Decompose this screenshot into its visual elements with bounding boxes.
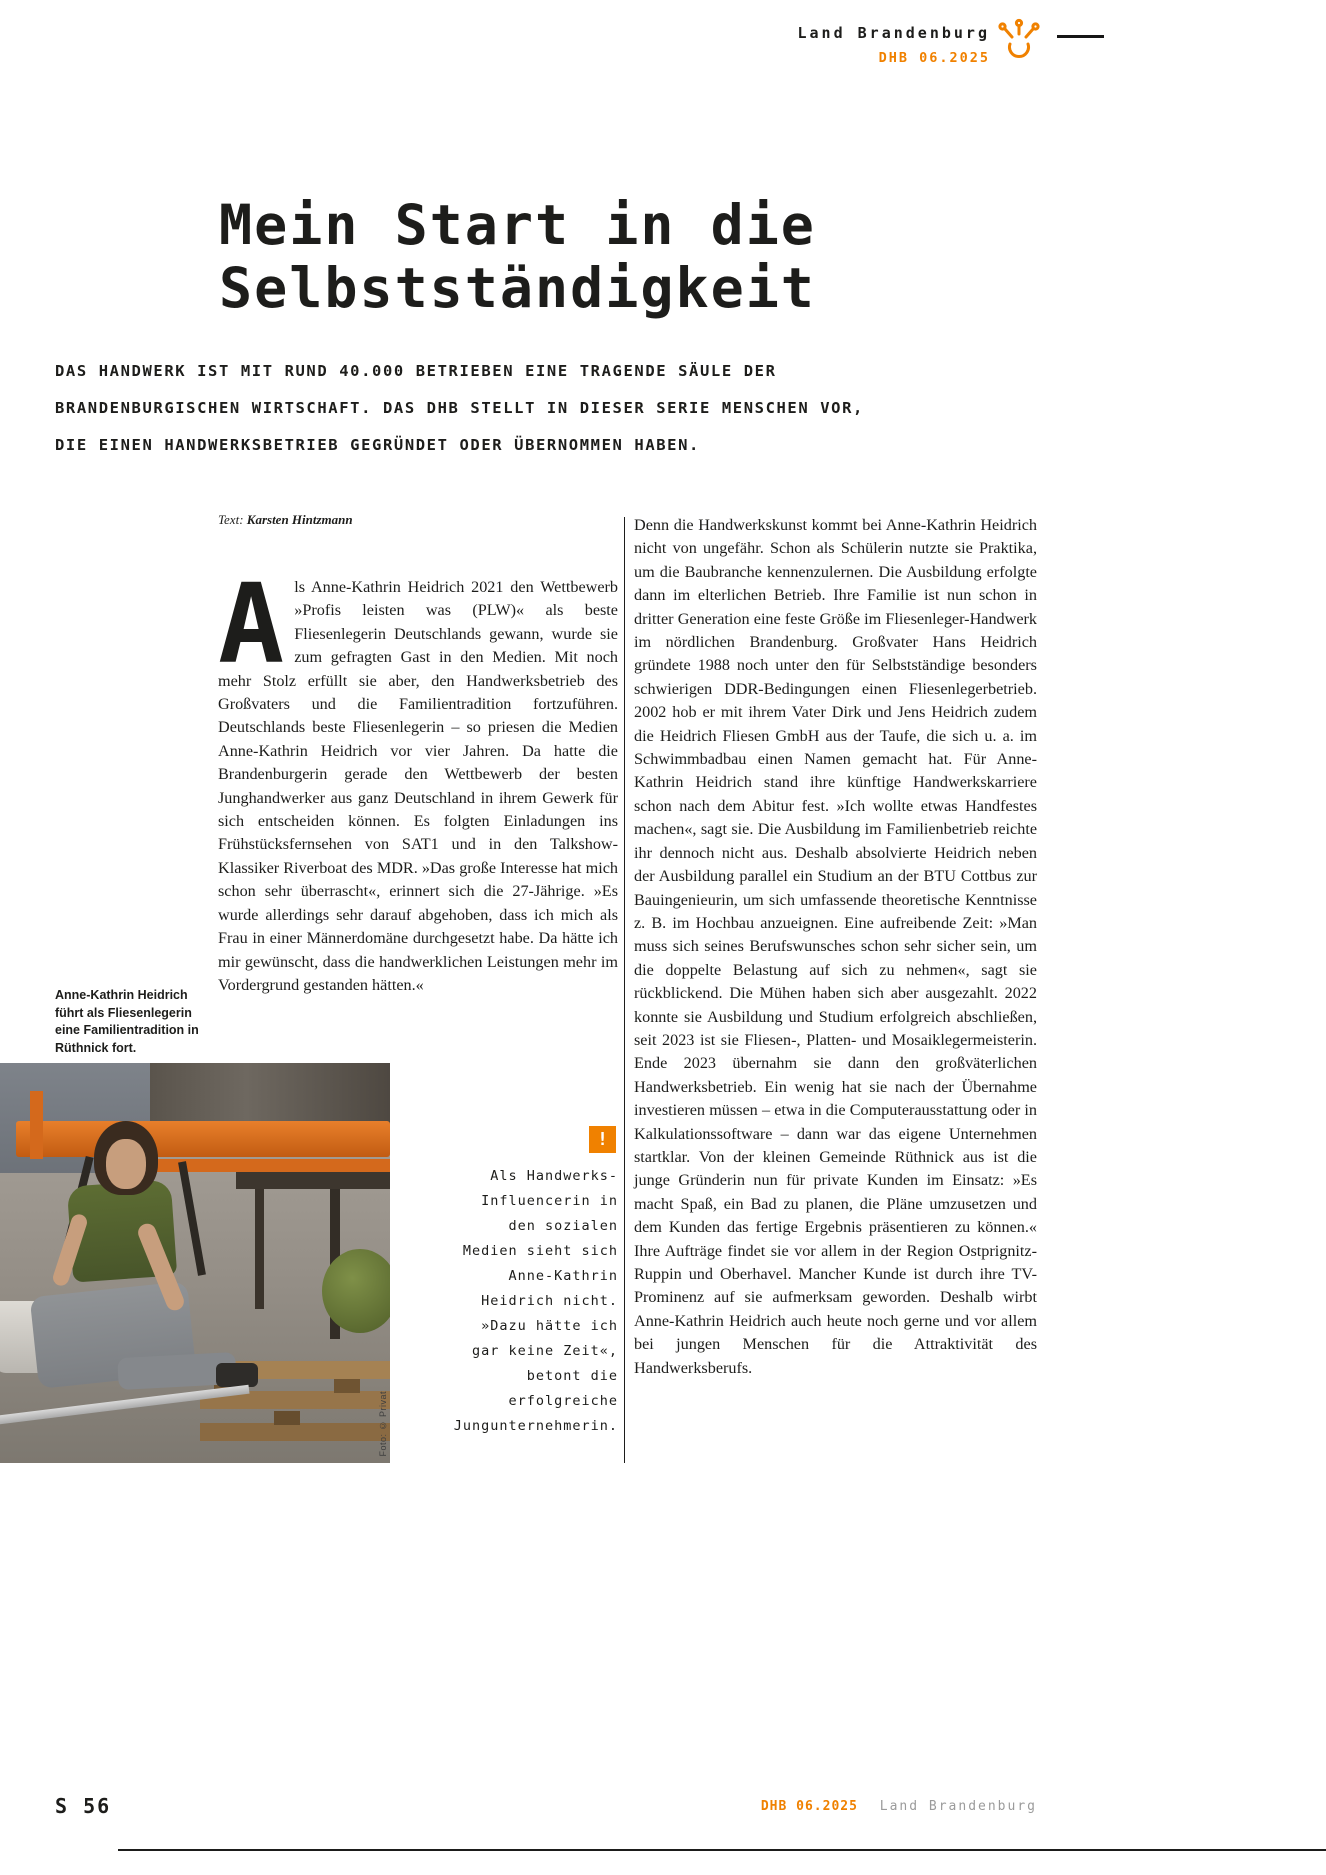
footer-page-number: S 56 bbox=[55, 1794, 112, 1818]
article-intro: DAS HANDWERK IST MIT RUND 40.000 BETRIEBEN EINE TRAGENDE SÄULE DER BRANDENBURGISCHEN WIRTSCHAFT. DAS DHB STELLT IN DIESER SERIE MENSCHEN VOR, DIE EINEN HANDWERKSBETRIEB GEGRÜNDET ODER ÜBERNOMMEN HABEN. bbox=[55, 362, 864, 454]
exclamation-badge-icon: ! bbox=[589, 1126, 616, 1153]
article-title-line1: Mein Start in die bbox=[219, 193, 816, 257]
footer-meta bbox=[0, 1799, 1037, 1814]
photo-shape-tile-cutter-frame bbox=[16, 1121, 390, 1157]
article-column-2 bbox=[634, 514, 1037, 1380]
photo-shape-machine-post bbox=[30, 1091, 43, 1159]
article-title-line2: Selbstständigkeit bbox=[219, 256, 816, 320]
photo-anne-kathrin-heidrich bbox=[0, 1063, 390, 1463]
photo-figure-shoe bbox=[216, 1363, 258, 1387]
footer-rule bbox=[118, 1849, 1326, 1851]
photo-shape-workbench bbox=[236, 1171, 390, 1189]
pull-quote: Als Handwerks-Influencerin in den sozialen Medien sieht sich Anne-Kathrin Heidrich nicht. »Dazu hätte ich gar keine Zeit«, betont die erfolgreiche Jungunternehmerin. bbox=[453, 1168, 618, 1434]
column-divider-rule bbox=[624, 517, 625, 1463]
photo-credit: Foto: © Privat bbox=[378, 1391, 388, 1457]
footer-region-label: Land Brandenburg bbox=[879, 1799, 1037, 1814]
photo-caption: Anne-Kathrin Heidrich führt als Fliesenlegerin eine Familientradition in Rüthnick fort. bbox=[55, 988, 199, 1055]
photo-figure-face bbox=[106, 1139, 146, 1189]
article-lead-text: ls Anne-Kathrin Heidrich 2021 den Wettbewerb »Profis leisten was (PLW)« als beste Fliesenlegerin Deutschlands gewann, wurde sie zum gefragten Gast in den Medien. Mit noch mehr Stolz erfüllt sie aber, den Handwerksbetrieb des Großvaters und die Familientradition fortzuführen. Deutschlands beste Fliesenlegerin – so priesen die Medien Anne-Kathrin Heidrich vor vier Jahren. Da hatte die Brandenburgerin gerade den Wettbewerb der besten Junghandwerker aus ganz Deutschland in ihrem Gewerk für sich entscheiden können. Es folgten Einladungen ins Frühstücksfernsehen von SAT1 und in den Talkshow-Klassiker Riverboat des MDR. »Das große Interesse hat mich schon sehr überrascht«, erinnert sich die 27-Jährige. »Es wurde allerdings sehr darauf abgehoben, dass ich mich als Frau in einer Männerdomäne durchgesetzt habe. Da hätte ich mir gewünscht, dass die handwerklichen Leistungen mehr im Vordergrund gestanden hätten.« bbox=[218, 578, 618, 994]
photo-shape-spirit-level bbox=[0, 1385, 250, 1427]
dropcap-letter: A bbox=[218, 560, 285, 688]
photo-shape-shelf-clutter bbox=[150, 1063, 390, 1127]
article-column-1 bbox=[218, 560, 618, 997]
header-issue-label: DHB 06.2025 bbox=[878, 50, 990, 66]
photo-shape-plant bbox=[322, 1249, 390, 1333]
photo-shape-stand-leg-2 bbox=[178, 1161, 206, 1276]
header-rule bbox=[1057, 35, 1104, 38]
byline-label: Text: bbox=[218, 512, 244, 527]
byline-author: Karsten Hintzmann bbox=[246, 512, 353, 527]
photo-shape-bench-leg-2 bbox=[255, 1189, 264, 1309]
footer-issue-label: DHB 06.2025 bbox=[760, 1799, 858, 1814]
article-column2-text: Denn die Handwerkskunst kommt bei Anne-Kathrin Heidrich nicht von ungefähr. Schon als Schülerin nutzte sie Praktika, um die Baubranche kennenzulernen. Die Ausbildung erfolgte dann im elterlichen Betrieb. Ihre Familie ist nun schon in dritter Generation eine feste Größe im Fliesenleger-Handwerk im nördlichen Brandenburg. Großvater Hans Heidrich gründete 1988 noch unter den für Selbstständige besonders schwierigen DDR-Bedingungen einen Fliesenlegerbetrieb. 2002 hob er mit ihrem Vater Dirk und Jens Heidrich zudem die Heidrich Fliesen GmbH aus der Taufe, die sich u. a. im Schwimmbadbau einen Namen gemacht hat. Für Anne-Kathrin Heidrich stand ihre künftige Handwerkskarriere schon nach dem Abitur fest. »Ich wollte etwas Handfestes machen«, sagt sie. Die Ausbildung im Familienbetrieb reichte ihr dennoch nicht aus. Deshalb absolvierte Heidrich neben der Ausbildung parallel ein Studium an der BTU Cottbus zur Bauingenieurin, um sich umfassende theoretische Kenntnisse z. B. im Hochbau anzueignen. Eine aufreibende Zeit: »Man muss sich seines Berufswunsches schon sehr sicher sein, um die doppelte Belastung auf sich zu nehmen«, sagt sie rückblickend. Die Mühen haben sich aber ausgezahlt. 2022 konnte sie Ausbildung und Studium erfolgreich abschließen, seit 2023 ist sie Fliesen-, Platten- und Mosaiklegermeisterin. Ende 2023 übernahm sie dann den großväterlichen Handwerksbetrieb. Ein wenig hat sie nach der Übernahme investieren müssen – etwa in die Computerausstattung oder in Kalkulationssoftware – dann war das eigene Unternehmen startklar. Von der kleinen Gemeinde Rüthnick aus ist die junge Gründerin nun für private Kunden im Einsatz: »Es macht Spaß, ein Bad zu planen, die Pläne umzusetzen und dem Kunden das fertige Ergebnis präsentieren zu können.« Ihre Aufträge findet sie vor allem in der Region Ostprignitz-Ruppin und Oberhavel. Mancher Kunde ist durch ihre TV-Prominenz auf sie aufmerksam geworden. Deshalb wirbt Anne-Kathrin Heidrich auch heute noch gerne und vor allem bei jungen Menschen für die Attraktivität des Handwerksberufs. bbox=[634, 516, 1037, 1377]
photo-shape-tile-cutter-rail bbox=[140, 1159, 390, 1172]
page-header bbox=[798, 24, 991, 66]
article-title bbox=[219, 194, 816, 320]
article-lead-paragraph bbox=[218, 560, 618, 997]
byline bbox=[218, 512, 353, 528]
handwerk-crown-icon bbox=[994, 18, 1044, 64]
header-region-label: Land Brandenburg bbox=[797, 24, 990, 42]
